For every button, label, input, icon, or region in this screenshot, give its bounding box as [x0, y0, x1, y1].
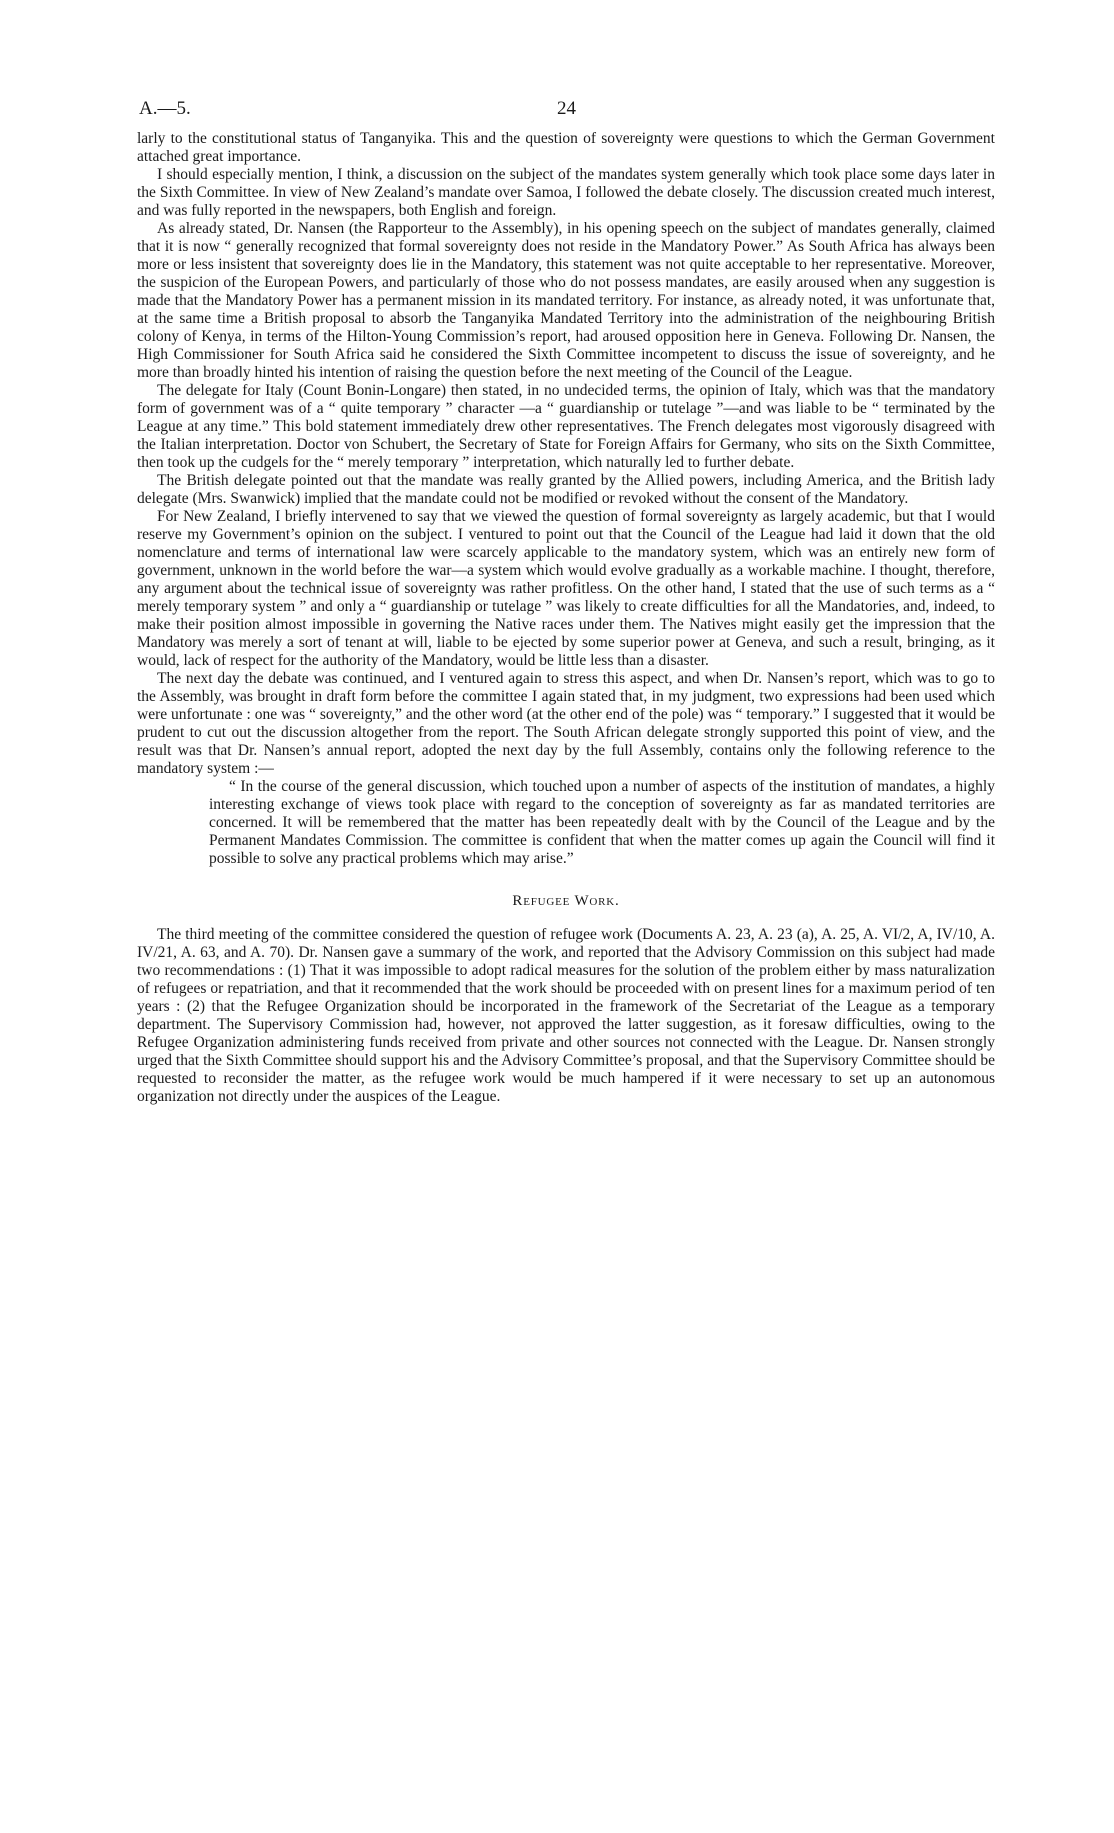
- paragraph: For New Zealand, I briefly intervened to say that we viewed the question of formal sovereignty as largely academic, but that I would reserve my Government’s opinion on the subject. I ventured to point out that the Council of the League had laid it down that the old nomenclature and terms of international law were scarcely applicable to the mandatory system, which was an entirely new form of government, unknown in the world before the war—a system which would evolve gradually as a workable machine. I thought, therefore, any argument about the technical issue of sovereignty was rather profitless. On the other hand, I stated that the use of such terms as a “ merely temporary system ” and only a “ guardianship or tutelage ” was likely to create difficulties for all the Mandatories, and, indeed, to make their position almost impossible in governing the Native races under them. The Natives might easily get the impression that the Mandatory was merely a sort of tenant at will, liable to be ejected by some superior power at Geneva, and such a result, bringing, as it would, lack of respect for the authority of the Mandatory, would be little less than a disaster.: [137, 508, 995, 669]
- page-header: [137, 96, 995, 130]
- paragraph: The British delegate pointed out that the mandate was really granted by the Allied powers, including America, and the British lady delegate (Mrs. Swanwick) implied that the mandate could not be modified or revoked without the consent of the Mandatory.: [137, 472, 995, 507]
- paragraph: As already stated, Dr. Nansen (the Rapporteur to the Assembly), in his opening speech on the subject of mandates generally, claimed that it is now “ generally recognized that formal sovereignty does not reside in the Mandatory Power.” As South Africa has always been more or less insistent that sovereignty does lie in the Mandatory, this statement was not quite acceptable to her representative. Moreover, the suspicion of the European Powers, and particularly of those who do not possess mandates, are easily aroused when any suggestion is made that the Mandatory Power has a permanent mission in its mandated territory. For instance, as already noted, it was unfortunate that, at the same time a British proposal to absorb the Tanganyika Mandated Territory into the administration of the neighbouring British colony of Kenya, in terms of the Hilton-Young Commission’s report, had aroused opposition here in Geneva. Following Dr. Nansen, the High Commissioner for South Africa said he considered the Sixth Committee incompetent to discuss the issue of sovereignty, and he more than broadly hinted his intention of raising the question before the next meeting of the Council of the League.: [137, 220, 995, 381]
- body-text: [137, 130, 995, 778]
- block-quote: [209, 778, 995, 868]
- document-reference: A.—5.: [139, 98, 191, 119]
- quote-text: “ In the course of the general discussion, which touched upon a number of aspects of the institution of mandates, a highly interesting exchange of views took place with regard to the conception of sovereignty as far as mandated territories are concerned. It will be remembered that the matter has been repeatedly dealt with by the Council of the League and by the Permanent Mandates Commission. The committee is confident that when the matter comes up again the Council will find it possible to solve any practical problems which may arise.”: [209, 778, 995, 867]
- body-text-refugee: [137, 926, 995, 1106]
- document-page: [137, 96, 995, 1106]
- paragraph: The delegate for Italy (Count Bonin-Longare) then stated, in no undecided terms, the opinion of Italy, which was that the mandatory form of government was of a “ quite temporary ” character —a “ guardianship or tutelage ”—and was liable to be “ terminated by the League at any time.” This bold statement immediately drew other representatives. The French delegates most vigorously disagreed with the Italian interpretation. Doctor von Schubert, the Secretary of State for Foreign Affairs for Germany, who sits on the Sixth Committee, then took up the cudgels for the “ merely temporary ” interpretation, which naturally led to further debate.: [137, 382, 995, 471]
- paragraph: larly to the constitutional status of Tanganyika. This and the question of sovereignty were questions to which the German Government attached great importance.: [137, 130, 995, 165]
- section-heading: Refugee Work.: [512, 893, 620, 909]
- paragraph: I should especially mention, I think, a discussion on the subject of the mandates system generally which took place some days later in the Sixth Committee. In view of New Zealand’s mandate over Samoa, I followed the debate closely. The discussion created much interest, and was fully reported in the newspapers, both English and foreign.: [137, 166, 995, 219]
- paragraph: The next day the debate was continued, and I ventured again to stress this aspect, and when Dr. Nansen’s report, which was to go to the Assembly, was brought in draft form before the committee I again stated that, in my judgment, two expressions had been used which were unfortunate : one was “ sovereignty,” and the other word (at the other end of the pole) was “ temporary.” I suggested that it would be prudent to cut out the discussion altogether from the report. The South African delegate strongly supported this point of view, and the result was that Dr. Nansen’s annual report, adopted the next day by the full Assembly, contains only the following reference to the mandatory system :—: [137, 670, 995, 777]
- page-number: 24: [557, 98, 576, 119]
- paragraph: The third meeting of the committee considered the question of refugee work (Documents A. 23, A. 23 (a), A. 25, A. VI/2, A, IV/10, A. IV/21, A. 63, and A. 70). Dr. Nansen gave a summary of the work, and reported that the Advisory Commission on this subject had made two recommendations : (1) That it was impossible to adopt radical measures for the solution of the problem either by mass naturalization of refugees or repatriation, and that it recommended that the work should be proceeded with on present lines for a maximum period of ten years : (2) that the Refugee Organization should be incorporated in the framework of the Secretariat of the League as a temporary department. The Supervisory Commission had, however, not approved the latter suggestion, as it foresaw difficulties, owing to the Refugee Organization administering funds received from private and other sources not connected with the League. Dr. Nansen strongly urged that the Sixth Committee should support his and the Advisory Committee’s proposal, and that the Supervisory Committee should be requested to reconsider the matter, as the refugee work would be much hampered if it were necessary to set up an autonomous organization not directly under the auspices of the League.: [137, 926, 995, 1105]
